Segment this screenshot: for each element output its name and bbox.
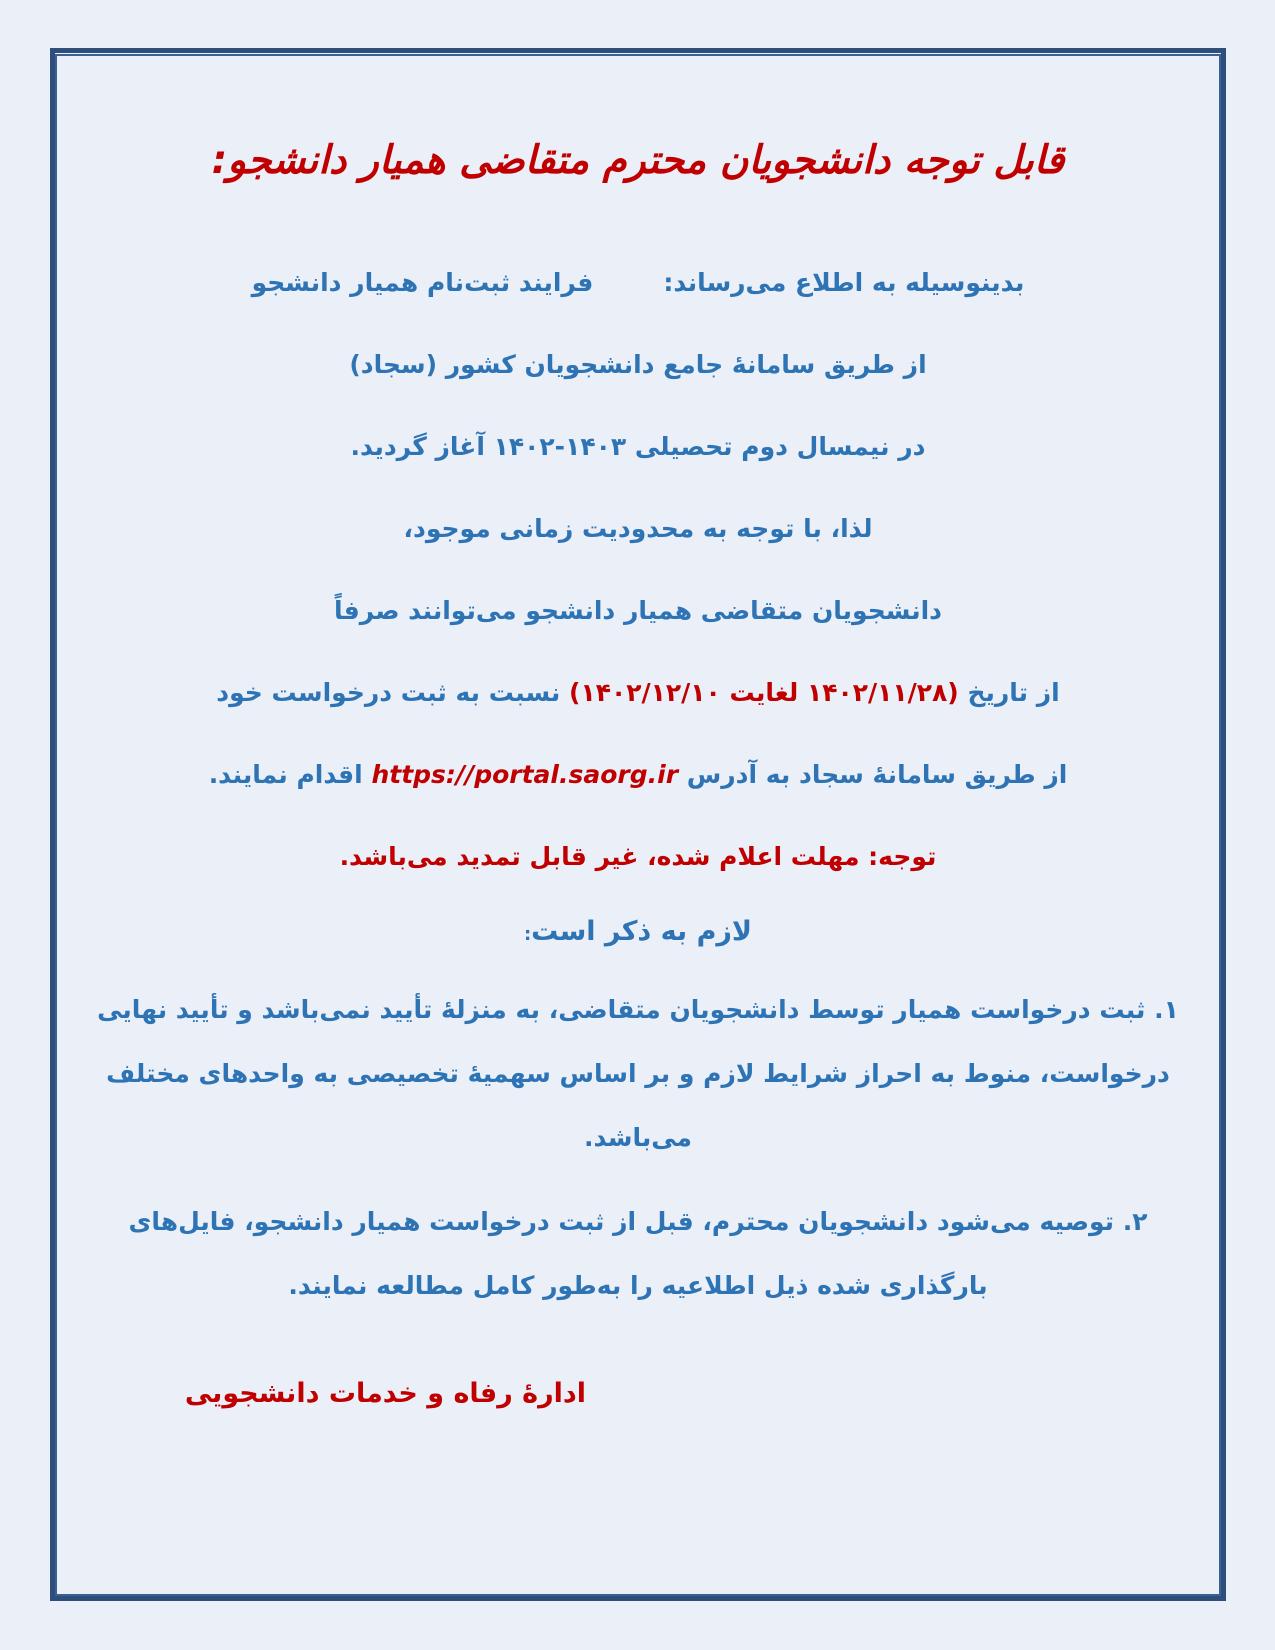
url-prefix: از طریق سامانهٔ سجاد به آدرس xyxy=(686,760,1068,789)
office-signature: ادارهٔ رفاه و خدمات دانشجویی xyxy=(184,1378,586,1409)
url-suffix: اقدام نمایند. xyxy=(208,760,363,789)
portal-link[interactable]: https://portal.saorg.ir xyxy=(371,760,679,789)
notice-text: مهلت اعلام شده، غیر قابل تمدید می‌باشد. xyxy=(339,842,860,871)
date-suffix: نسبت به ثبت درخواست خود xyxy=(216,678,561,707)
date-prefix: از تاریخ xyxy=(967,678,1060,707)
deadline-notice xyxy=(100,842,1176,871)
note-1: ۱. ثبت درخواست همیار توسط دانشجویان متقاضی، به منزلهٔ تأیید نمی‌باشد و تأیید نهایی درخواست، منوط به احراز شرایط لازم و بر اساس سهمیهٔ تخصیصی به واحدهای مختلف می‌باشد. xyxy=(97,995,1179,1152)
url-line xyxy=(100,760,1176,789)
system-line: از طریق سامانهٔ جامع دانشجویان کشور (سجاد) xyxy=(349,350,927,379)
date-range-line xyxy=(100,678,1176,707)
eligibility-line: دانشجویان متقاضی همیار دانشجو می‌توانند صرفاً xyxy=(334,596,942,625)
date-range: (۱۴۰۲/۱۱/۲۸ لغایت ۱۴۰۲/۱۲/۱۰) xyxy=(569,678,959,707)
intro-part1: بدینوسیله به اطلاع می‌رساند: xyxy=(663,268,1025,297)
announcement-title: قابل توجه دانشجویان محترم متقاضی همیار دانشجو: xyxy=(211,138,1065,183)
announcement-page xyxy=(60,60,1216,1592)
notes-heading: لازم به ذکر است: xyxy=(523,916,753,947)
note-2: ۲. توصیه می‌شود دانشجویان محترم، قبل از ثبت درخواست همیار دانشجو، فایل‌های بارگذاری شده ذیل اطلاعیه را به‌طور کامل مطالعه نمایند. xyxy=(128,1207,1148,1300)
intro-line xyxy=(100,268,1176,297)
notice-label: توجه: xyxy=(868,842,937,871)
time-limit-line: لذا، با توجه به محدودیت زمانی موجود، xyxy=(403,514,873,543)
intro-part2: فرایند ثبت‌نام همیار دانشجو xyxy=(251,268,594,297)
semester-line: در نیمسال دوم تحصیلی ۱۴۰۳-۱۴۰۲ آغاز گردید. xyxy=(350,432,926,461)
